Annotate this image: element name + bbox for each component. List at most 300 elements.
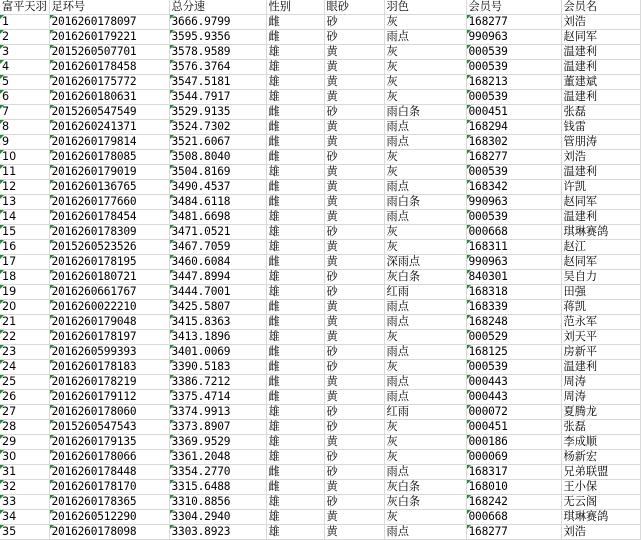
ring-number-cell[interactable]: 2016260179048 xyxy=(49,314,169,329)
sex-cell[interactable]: 雄 xyxy=(266,284,324,299)
member-name-cell[interactable]: 周涛 xyxy=(561,374,640,389)
eye-cell[interactable]: 黄 xyxy=(324,524,384,539)
feather-color-cell[interactable]: 雨白条 xyxy=(384,194,466,209)
member-name-cell[interactable]: 刘浩 xyxy=(561,149,640,164)
sex-cell[interactable]: 雄 xyxy=(266,59,324,74)
sex-cell[interactable]: 雌 xyxy=(266,14,324,29)
feather-color-cell[interactable]: 灰 xyxy=(384,359,466,374)
rank-cell[interactable]: 3 xyxy=(0,44,49,59)
total-speed-cell[interactable]: 3401.0069 xyxy=(169,344,266,359)
ring-number-cell[interactable]: 2016260512290 xyxy=(49,509,169,524)
ring-number-cell[interactable]: 2016260179221 xyxy=(49,29,169,44)
total-speed-cell[interactable]: 3547.5181 xyxy=(169,74,266,89)
sex-cell[interactable]: 雌 xyxy=(266,29,324,44)
member-name-cell[interactable]: 刘天平 xyxy=(561,329,640,344)
member-id-cell[interactable]: 000069 xyxy=(466,449,561,464)
rank-cell[interactable]: 20 xyxy=(0,299,49,314)
total-speed-cell[interactable]: 3415.8363 xyxy=(169,314,266,329)
eye-cell[interactable]: 砂 xyxy=(324,224,384,239)
eye-cell[interactable]: 砂 xyxy=(324,269,384,284)
feather-color-cell[interactable]: 雨点 xyxy=(384,374,466,389)
eye-cell[interactable]: 黄 xyxy=(324,164,384,179)
member-id-cell[interactable]: 000443 xyxy=(466,389,561,404)
member-id-cell[interactable]: 000539 xyxy=(466,59,561,74)
ring-number-cell[interactable]: 2016260178454 xyxy=(49,209,169,224)
feather-color-cell[interactable]: 灰 xyxy=(384,434,466,449)
eye-cell[interactable]: 砂 xyxy=(324,149,384,164)
ring-number-cell[interactable]: 2015260547549 xyxy=(49,104,169,119)
eye-cell[interactable]: 砂 xyxy=(324,494,384,509)
total-speed-cell[interactable]: 3484.6118 xyxy=(169,194,266,209)
rank-cell[interactable]: 4 xyxy=(0,59,49,74)
member-id-cell[interactable]: 000539 xyxy=(466,44,561,59)
member-name-cell[interactable]: 赵江 xyxy=(561,239,640,254)
member-id-cell[interactable]: 168311 xyxy=(466,239,561,254)
table-row xyxy=(0,269,640,284)
eye-cell[interactable]: 黄 xyxy=(324,389,384,404)
member-name-cell[interactable]: 房新平 xyxy=(561,344,640,359)
header-ring-number[interactable]: 足环号 xyxy=(49,0,169,14)
feather-color-cell[interactable]: 灰 xyxy=(384,74,466,89)
eye-cell[interactable]: 黄 xyxy=(324,44,384,59)
feather-color-cell[interactable]: 灰 xyxy=(384,59,466,74)
feather-color-cell[interactable]: 灰 xyxy=(384,224,466,239)
feather-color-cell[interactable]: 深雨点 xyxy=(384,254,466,269)
eye-cell[interactable]: 黄 xyxy=(324,509,384,524)
member-id-cell[interactable]: 840301 xyxy=(466,269,561,284)
total-speed-cell[interactable]: 3361.2048 xyxy=(169,449,266,464)
sex-cell[interactable]: 雄 xyxy=(266,44,324,59)
feather-color-cell[interactable]: 雨点 xyxy=(384,344,466,359)
member-id-cell[interactable]: 000539 xyxy=(466,164,561,179)
eye-cell[interactable]: 黄 xyxy=(324,194,384,209)
eye-cell[interactable]: 黄 xyxy=(324,434,384,449)
member-id-cell[interactable]: 168317 xyxy=(466,464,561,479)
total-speed-cell[interactable]: 3595.9356 xyxy=(169,29,266,44)
ring-number-cell[interactable]: 2016260177660 xyxy=(49,194,169,209)
feather-color-cell[interactable]: 雨点 xyxy=(384,524,466,539)
sex-cell[interactable]: 雌 xyxy=(266,254,324,269)
sex-cell[interactable]: 雄 xyxy=(266,524,324,539)
member-name-cell[interactable]: 钱雷 xyxy=(561,119,640,134)
member-id-cell[interactable]: 990963 xyxy=(466,29,561,44)
total-speed-cell[interactable]: 3490.4537 xyxy=(169,179,266,194)
member-id-cell[interactable]: 168342 xyxy=(466,179,561,194)
sex-cell[interactable]: 雄 xyxy=(266,209,324,224)
total-speed-cell[interactable]: 3471.0521 xyxy=(169,224,266,239)
total-speed-cell[interactable]: 3447.8994 xyxy=(169,269,266,284)
feather-color-cell[interactable]: 雨点 xyxy=(384,119,466,134)
eye-cell[interactable]: 砂 xyxy=(324,14,384,29)
rank-cell[interactable]: 32 xyxy=(0,479,49,494)
table-row xyxy=(0,344,640,359)
eye-cell[interactable]: 砂 xyxy=(324,464,384,479)
sex-cell[interactable]: 雌 xyxy=(266,299,324,314)
feather-color-cell[interactable]: 灰白条 xyxy=(384,494,466,509)
total-speed-cell[interactable]: 3413.1896 xyxy=(169,329,266,344)
eye-cell[interactable]: 黄 xyxy=(324,209,384,224)
ring-number-cell[interactable]: 2016260178085 xyxy=(49,149,169,164)
total-speed-cell[interactable]: 3504.8169 xyxy=(169,164,266,179)
member-id-cell[interactable]: 000668 xyxy=(466,224,561,239)
feather-color-cell[interactable]: 灰 xyxy=(384,239,466,254)
header-rank[interactable]: 富平天羽 xyxy=(0,0,49,14)
rank-cell[interactable]: 27 xyxy=(0,404,49,419)
member-name-cell[interactable]: 田强 xyxy=(561,284,640,299)
ring-number-cell[interactable]: 2015260507701 xyxy=(49,44,169,59)
member-name-cell[interactable]: 赵同军 xyxy=(561,29,640,44)
sex-cell[interactable]: 雄 xyxy=(266,239,324,254)
table-row xyxy=(0,374,640,389)
sex-cell[interactable]: 雌 xyxy=(266,464,324,479)
rank-cell[interactable]: 19 xyxy=(0,284,49,299)
feather-color-cell[interactable]: 灰 xyxy=(384,164,466,179)
total-speed-cell[interactable]: 3425.5807 xyxy=(169,299,266,314)
member-name-cell[interactable]: 琪琳赛鸽 xyxy=(561,224,640,239)
eye-cell[interactable]: 砂 xyxy=(324,344,384,359)
table-row xyxy=(0,464,640,479)
eye-cell[interactable]: 砂 xyxy=(324,359,384,374)
member-id-cell[interactable]: 000529 xyxy=(466,329,561,344)
feather-color-cell[interactable]: 灰白条 xyxy=(384,269,466,284)
ring-number-cell[interactable]: 2016260178195 xyxy=(49,254,169,269)
feather-color-cell[interactable]: 灰 xyxy=(384,149,466,164)
eye-cell[interactable]: 黄 xyxy=(324,119,384,134)
total-speed-cell[interactable]: 3386.7212 xyxy=(169,374,266,389)
member-id-cell[interactable]: 168213 xyxy=(466,74,561,89)
rank-cell[interactable]: 8 xyxy=(0,119,49,134)
header-sex[interactable]: 性别 xyxy=(266,0,324,14)
sex-cell[interactable]: 雄 xyxy=(266,224,324,239)
member-name-cell[interactable]: 兄弟联盟 xyxy=(561,464,640,479)
ring-number-cell[interactable]: 2016260178097 xyxy=(49,14,169,29)
header-row xyxy=(0,0,640,14)
sex-cell[interactable]: 雄 xyxy=(266,269,324,284)
eye-cell[interactable]: 砂 xyxy=(324,419,384,434)
sex-cell[interactable]: 雄 xyxy=(266,164,324,179)
rank-cell[interactable]: 35 xyxy=(0,524,49,539)
eye-cell[interactable]: 黄 xyxy=(324,74,384,89)
total-speed-cell[interactable]: 3576.3764 xyxy=(169,59,266,74)
member-name-cell[interactable]: 董建斌 xyxy=(561,74,640,89)
feather-color-cell[interactable]: 灰 xyxy=(384,509,466,524)
sex-cell[interactable]: 雌 xyxy=(266,119,324,134)
total-speed-cell[interactable]: 3467.7059 xyxy=(169,239,266,254)
eye-cell[interactable]: 黄 xyxy=(324,254,384,269)
member-name-cell[interactable]: 无云阁 xyxy=(561,494,640,509)
rank-cell[interactable]: 10 xyxy=(0,149,49,164)
member-name-cell[interactable]: 杨新宏 xyxy=(561,449,640,464)
rank-cell[interactable]: 23 xyxy=(0,344,49,359)
rank-cell[interactable]: 24 xyxy=(0,359,49,374)
eye-cell[interactable]: 黄 xyxy=(324,134,384,149)
member-id-cell[interactable]: 168277 xyxy=(466,14,561,29)
ring-number-cell[interactable]: 2016260661767 xyxy=(49,284,169,299)
ring-number-cell[interactable]: 2016260136765 xyxy=(49,179,169,194)
feather-color-cell[interactable]: 雨点 xyxy=(384,314,466,329)
ring-number-cell[interactable]: 2016260241371 xyxy=(49,119,169,134)
feather-color-cell[interactable]: 灰白条 xyxy=(384,479,466,494)
member-id-cell[interactable]: 168242 xyxy=(466,494,561,509)
total-speed-cell[interactable]: 3369.9529 xyxy=(169,434,266,449)
feather-color-cell[interactable]: 雨点 xyxy=(384,299,466,314)
total-speed-cell[interactable]: 3304.2940 xyxy=(169,509,266,524)
member-name-cell[interactable]: 温建利 xyxy=(561,164,640,179)
sex-cell[interactable]: 雌 xyxy=(266,374,324,389)
feather-color-cell[interactable]: 红雨 xyxy=(384,284,466,299)
ring-number-cell[interactable]: 2016260022210 xyxy=(49,299,169,314)
feather-color-cell[interactable]: 雨点 xyxy=(384,134,466,149)
rank-cell[interactable]: 7 xyxy=(0,104,49,119)
sex-cell[interactable]: 雌 xyxy=(266,314,324,329)
rank-cell[interactable]: 33 xyxy=(0,494,49,509)
total-speed-cell[interactable]: 3521.6067 xyxy=(169,134,266,149)
total-speed-cell[interactable]: 3303.8923 xyxy=(169,524,266,539)
sex-cell[interactable]: 雄 xyxy=(266,419,324,434)
eye-cell[interactable]: 黄 xyxy=(324,299,384,314)
eye-cell[interactable]: 黄 xyxy=(324,374,384,389)
member-name-cell[interactable]: 张磊 xyxy=(561,104,640,119)
member-id-cell[interactable]: 168302 xyxy=(466,134,561,149)
member-name-cell[interactable]: 温建利 xyxy=(561,359,640,374)
feather-color-cell[interactable]: 雨白条 xyxy=(384,104,466,119)
member-id-cell[interactable]: 168294 xyxy=(466,119,561,134)
total-speed-cell[interactable]: 3354.2770 xyxy=(169,464,266,479)
total-speed-cell[interactable]: 3374.9913 xyxy=(169,404,266,419)
member-id-cell[interactable]: 990963 xyxy=(466,254,561,269)
sex-cell[interactable]: 雄 xyxy=(266,74,324,89)
table-row xyxy=(0,524,640,539)
ring-number-cell[interactable]: 2016260179112 xyxy=(49,389,169,404)
header-member-name[interactable]: 会员名 xyxy=(561,0,640,14)
eye-cell[interactable]: 黄 xyxy=(324,329,384,344)
total-speed-cell[interactable]: 3666.9799 xyxy=(169,14,266,29)
rank-cell[interactable]: 28 xyxy=(0,419,49,434)
ring-number-cell[interactable]: 2016260179135 xyxy=(49,434,169,449)
member-id-cell[interactable]: 000451 xyxy=(466,419,561,434)
member-name-cell[interactable]: 温建利 xyxy=(561,209,640,224)
member-id-cell[interactable]: 000539 xyxy=(466,209,561,224)
member-name-cell[interactable]: 赵同军 xyxy=(561,194,640,209)
total-speed-cell[interactable]: 3544.7917 xyxy=(169,89,266,104)
feather-color-cell[interactable]: 灰 xyxy=(384,14,466,29)
eye-cell[interactable]: 黄 xyxy=(324,314,384,329)
total-speed-cell[interactable]: 3375.4714 xyxy=(169,389,266,404)
member-id-cell[interactable]: 168277 xyxy=(466,149,561,164)
member-name-cell[interactable]: 刘浩 xyxy=(561,524,640,539)
eye-cell[interactable]: 黄 xyxy=(324,239,384,254)
sex-cell[interactable]: 雄 xyxy=(266,449,324,464)
member-id-cell[interactable]: 000539 xyxy=(466,359,561,374)
ring-number-cell[interactable]: 2016260178458 xyxy=(49,59,169,74)
rank-cell[interactable]: 6 xyxy=(0,89,49,104)
ring-number-cell[interactable]: 2016260178365 xyxy=(49,494,169,509)
total-speed-cell[interactable]: 3444.7001 xyxy=(169,284,266,299)
member-id-cell[interactable]: 168248 xyxy=(466,314,561,329)
sex-cell[interactable]: 雌 xyxy=(266,179,324,194)
sex-cell[interactable]: 雄 xyxy=(266,404,324,419)
total-speed-cell[interactable]: 3481.6698 xyxy=(169,209,266,224)
sex-cell[interactable]: 雌 xyxy=(266,479,324,494)
sex-cell[interactable]: 雄 xyxy=(266,89,324,104)
feather-color-cell[interactable]: 雨点 xyxy=(384,209,466,224)
eye-cell[interactable]: 黄 xyxy=(324,89,384,104)
sex-cell[interactable]: 雌 xyxy=(266,134,324,149)
ring-number-cell[interactable]: 2016260179814 xyxy=(49,134,169,149)
rank-cell[interactable]: 17 xyxy=(0,254,49,269)
eye-cell[interactable]: 砂 xyxy=(324,104,384,119)
feather-color-cell[interactable]: 雨点 xyxy=(384,464,466,479)
member-id-cell[interactable]: 000443 xyxy=(466,374,561,389)
member-id-cell[interactable]: 000539 xyxy=(466,89,561,104)
eye-cell[interactable]: 黄 xyxy=(324,59,384,74)
member-name-cell[interactable]: 温建利 xyxy=(561,59,640,74)
eye-cell[interactable]: 砂 xyxy=(324,29,384,44)
member-name-cell[interactable]: 管朋涛 xyxy=(561,134,640,149)
table-row xyxy=(0,314,640,329)
feather-color-cell[interactable]: 雨点 xyxy=(384,179,466,194)
member-name-cell[interactable]: 李成顺 xyxy=(561,434,640,449)
total-speed-cell[interactable]: 3373.8907 xyxy=(169,419,266,434)
header-member-id[interactable]: 会员号 xyxy=(466,0,561,14)
rank-cell[interactable]: 5 xyxy=(0,74,49,89)
sex-cell[interactable]: 雌 xyxy=(266,344,324,359)
sex-cell[interactable]: 雄 xyxy=(266,434,324,449)
member-name-cell[interactable]: 温建利 xyxy=(561,89,640,104)
header-total-speed[interactable]: 总分速 xyxy=(169,0,266,14)
feather-color-cell[interactable]: 灰 xyxy=(384,449,466,464)
ring-number-cell[interactable]: 2015260523526 xyxy=(49,239,169,254)
table-row xyxy=(0,389,640,404)
eye-cell[interactable]: 砂 xyxy=(324,449,384,464)
member-name-cell[interactable]: 周涛 xyxy=(561,389,640,404)
eye-cell[interactable]: 黄 xyxy=(324,179,384,194)
ring-number-cell[interactable]: 2015260547543 xyxy=(49,419,169,434)
rank-cell[interactable]: 26 xyxy=(0,389,49,404)
ring-number-cell[interactable]: 2016260175772 xyxy=(49,74,169,89)
ring-number-cell[interactable]: 2016260178066 xyxy=(49,449,169,464)
total-speed-cell[interactable]: 3460.6084 xyxy=(169,254,266,269)
ring-number-cell[interactable]: 2016260178309 xyxy=(49,224,169,239)
member-id-cell[interactable]: 168277 xyxy=(466,524,561,539)
member-name-cell[interactable]: 王小保 xyxy=(561,479,640,494)
rank-cell[interactable]: 31 xyxy=(0,464,49,479)
total-speed-cell[interactable]: 3315.6488 xyxy=(169,479,266,494)
sex-cell[interactable]: 雌 xyxy=(266,104,324,119)
feather-color-cell[interactable]: 红雨 xyxy=(384,404,466,419)
member-id-cell[interactable]: 000186 xyxy=(466,434,561,449)
rank-cell[interactable]: 30 xyxy=(0,449,49,464)
member-name-cell[interactable]: 赵同军 xyxy=(561,254,640,269)
sex-cell[interactable]: 雄 xyxy=(266,329,324,344)
member-id-cell[interactable]: 000668 xyxy=(466,509,561,524)
ring-number-cell[interactable]: 2016260179019 xyxy=(49,164,169,179)
ring-number-cell[interactable]: 2016260178448 xyxy=(49,464,169,479)
member-id-cell[interactable]: 990963 xyxy=(466,194,561,209)
table-row xyxy=(0,299,640,314)
member-name-cell[interactable]: 蒋凯 xyxy=(561,299,640,314)
rank-cell[interactable]: 16 xyxy=(0,239,49,254)
member-id-cell[interactable]: 000451 xyxy=(466,104,561,119)
eye-cell[interactable]: 黄 xyxy=(324,479,384,494)
rank-cell[interactable]: 11 xyxy=(0,164,49,179)
total-speed-cell[interactable]: 3529.9135 xyxy=(169,104,266,119)
rank-cell[interactable]: 29 xyxy=(0,434,49,449)
member-name-cell[interactable]: 温建利 xyxy=(561,44,640,59)
sex-cell[interactable]: 雌 xyxy=(266,194,324,209)
eye-cell[interactable]: 砂 xyxy=(324,404,384,419)
rank-cell[interactable]: 15 xyxy=(0,224,49,239)
rank-cell[interactable]: 13 xyxy=(0,194,49,209)
sex-cell[interactable]: 雄 xyxy=(266,494,324,509)
header-eye[interactable]: 眼砂 xyxy=(324,0,384,14)
feather-color-cell[interactable]: 灰 xyxy=(384,44,466,59)
member-id-cell[interactable]: 168125 xyxy=(466,344,561,359)
total-speed-cell[interactable]: 3508.8040 xyxy=(169,149,266,164)
header-feather-color[interactable]: 羽色 xyxy=(384,0,466,14)
rank-cell[interactable]: 18 xyxy=(0,269,49,284)
member-name-cell[interactable]: 吴自力 xyxy=(561,269,640,284)
table-row xyxy=(0,119,640,134)
rank-cell[interactable]: 14 xyxy=(0,209,49,224)
feather-color-cell[interactable]: 灰 xyxy=(384,89,466,104)
ring-number-cell[interactable]: 2016260178060 xyxy=(49,404,169,419)
eye-cell[interactable]: 砂 xyxy=(324,284,384,299)
rank-cell[interactable]: 21 xyxy=(0,314,49,329)
feather-color-cell[interactable]: 灰 xyxy=(384,419,466,434)
ring-number-cell[interactable]: 2016260178170 xyxy=(49,479,169,494)
member-id-cell[interactable]: 168318 xyxy=(466,284,561,299)
total-speed-cell[interactable]: 3578.9589 xyxy=(169,44,266,59)
member-name-cell[interactable]: 夏腾龙 xyxy=(561,404,640,419)
ring-number-cell[interactable]: 2016260180721 xyxy=(49,269,169,284)
member-id-cell[interactable]: 168010 xyxy=(466,479,561,494)
rank-cell[interactable]: 12 xyxy=(0,179,49,194)
rank-cell[interactable]: 1 xyxy=(0,14,49,29)
rank-cell[interactable]: 2 xyxy=(0,29,49,44)
ring-number-cell[interactable]: 2016260180631 xyxy=(49,89,169,104)
table-row xyxy=(0,104,640,119)
ring-number-cell[interactable]: 2016260599393 xyxy=(49,344,169,359)
ring-number-cell[interactable]: 2016260178098 xyxy=(49,524,169,539)
ring-number-cell[interactable]: 2016260178183 xyxy=(49,359,169,374)
member-name-cell[interactable]: 张磊 xyxy=(561,419,640,434)
member-name-cell[interactable]: 范永军 xyxy=(561,314,640,329)
member-name-cell[interactable]: 许凯 xyxy=(561,179,640,194)
sex-cell[interactable]: 雄 xyxy=(266,509,324,524)
sex-cell[interactable]: 雌 xyxy=(266,149,324,164)
feather-color-cell[interactable]: 雨点 xyxy=(384,389,466,404)
rank-cell[interactable]: 25 xyxy=(0,374,49,389)
total-speed-cell[interactable]: 3524.7302 xyxy=(169,119,266,134)
sex-cell[interactable]: 雌 xyxy=(266,389,324,404)
ring-number-cell[interactable]: 2016260178197 xyxy=(49,329,169,344)
feather-color-cell[interactable]: 雨点 xyxy=(384,29,466,44)
table-row xyxy=(0,449,640,464)
member-name-cell[interactable]: 刘浩 xyxy=(561,14,640,29)
sex-cell[interactable]: 雌 xyxy=(266,359,324,374)
rank-cell[interactable]: 9 xyxy=(0,134,49,149)
member-name-cell[interactable]: 琪琳赛鸽 xyxy=(561,509,640,524)
member-id-cell[interactable]: 168339 xyxy=(466,299,561,314)
member-id-cell[interactable]: 000072 xyxy=(466,404,561,419)
rank-cell[interactable]: 34 xyxy=(0,509,49,524)
ring-number-cell[interactable]: 2016260178219 xyxy=(49,374,169,389)
total-speed-cell[interactable]: 3390.5183 xyxy=(169,359,266,374)
rank-cell[interactable]: 22 xyxy=(0,329,49,344)
total-speed-cell[interactable]: 3310.8856 xyxy=(169,494,266,509)
feather-color-cell[interactable]: 灰 xyxy=(384,329,466,344)
